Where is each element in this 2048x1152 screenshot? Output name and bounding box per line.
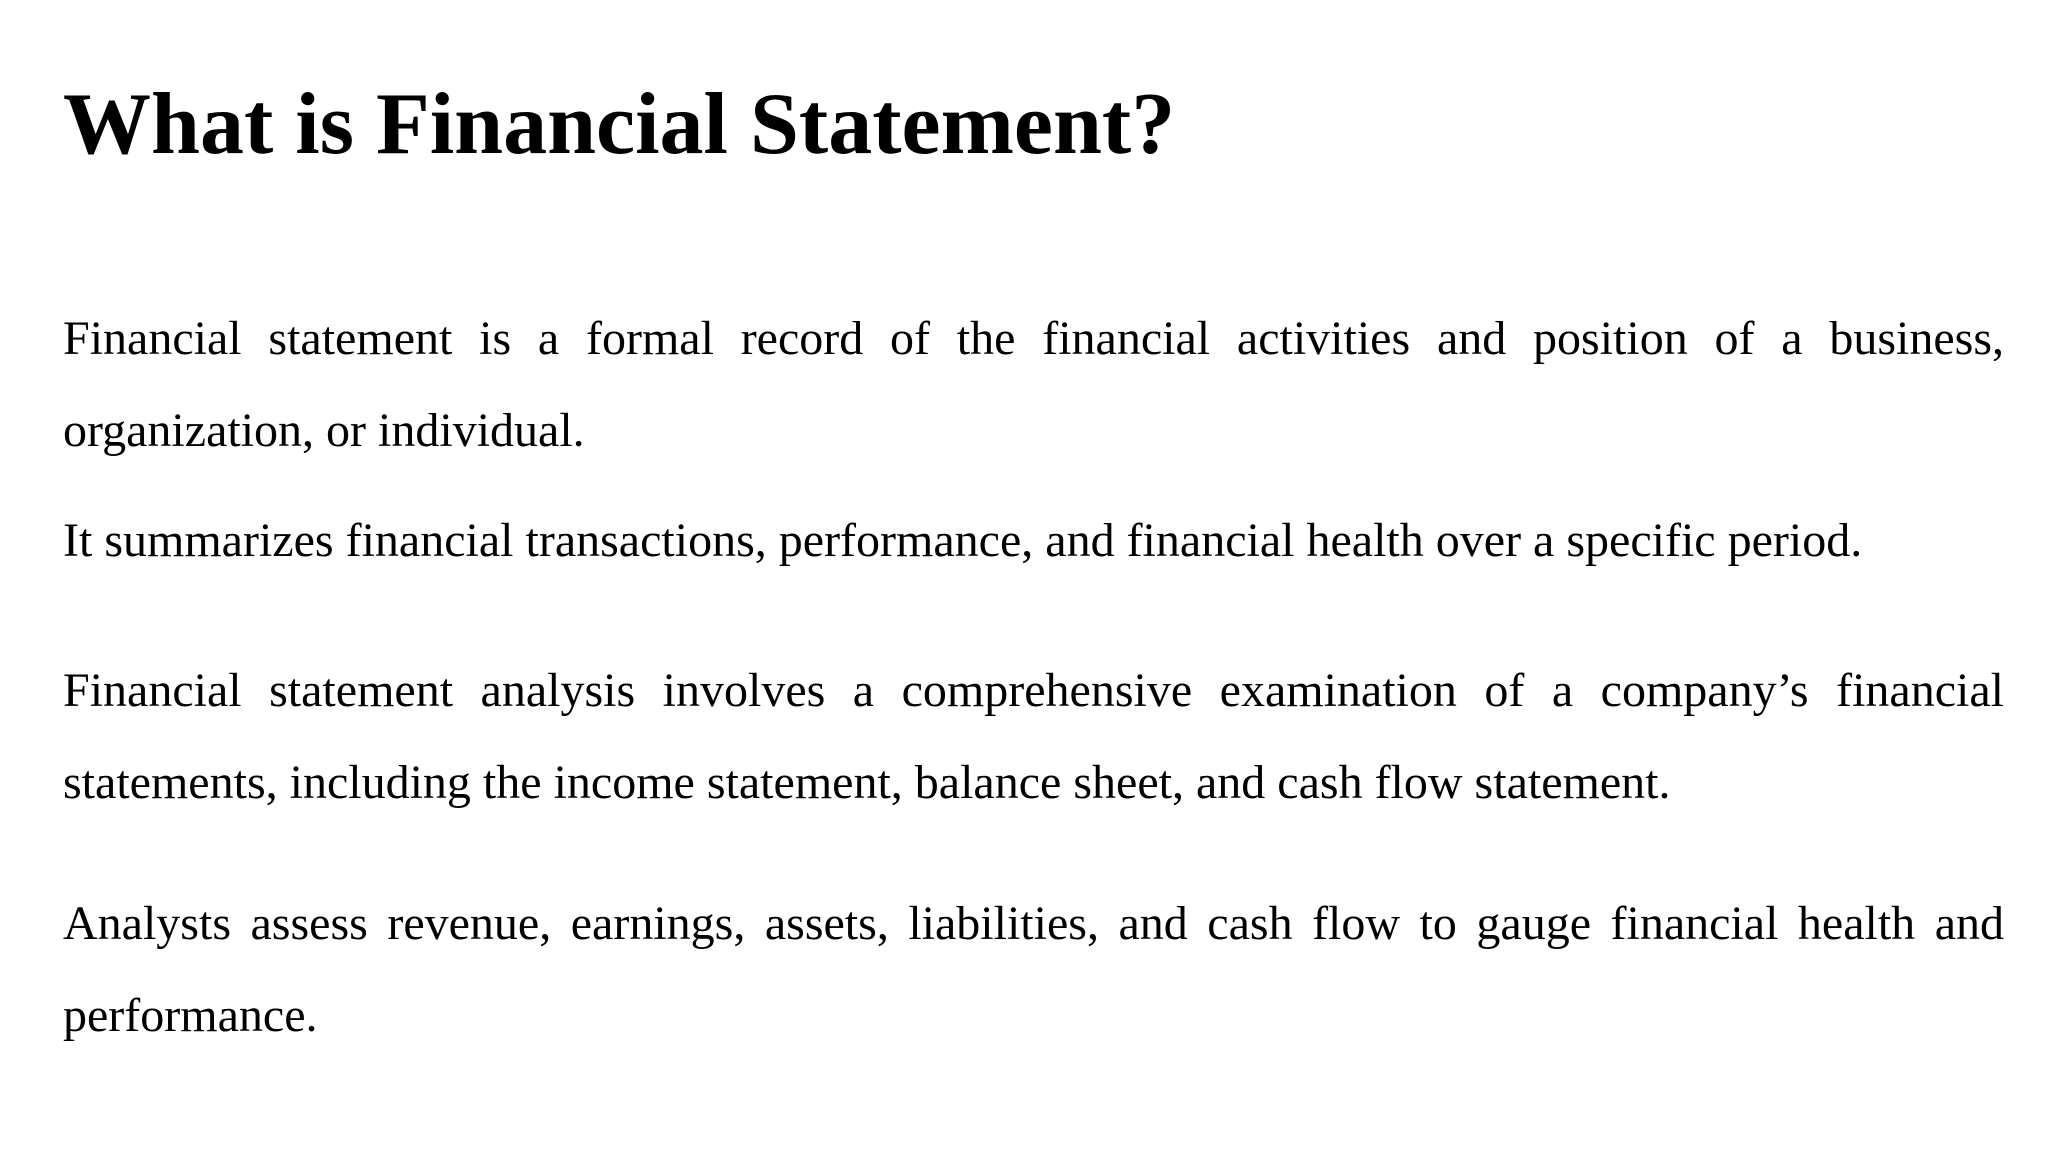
- paragraph-summary: It summarizes financial transactions, performance, and financial health over a specific period.: [63, 514, 1863, 567]
- paragraph-definition: Financial statement is a formal record of the financial activities and position of a business, organization, or individual.: [63, 312, 2004, 457]
- paragraph-analysis: Financial statement analysis involves a comprehensive examination of a company’s financial statements, including the income statement, balance sheet, and cash flow statement.: [63, 664, 2004, 809]
- paragraph-analysts: Analysts assess revenue, earnings, assets, liabilities, and cash flow to gauge financial health and performance.: [63, 897, 2004, 1042]
- slide-title: What is Financial Statement?: [63, 76, 1176, 173]
